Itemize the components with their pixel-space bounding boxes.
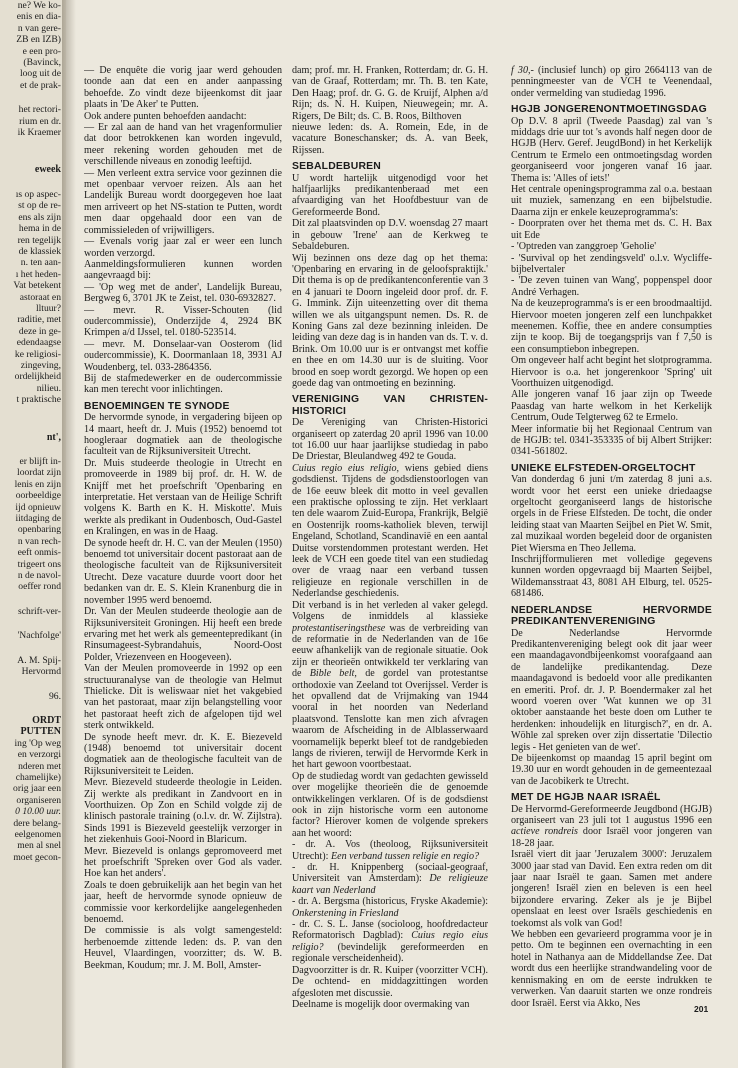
fragment-line: trigeert ons [17,558,61,570]
text-column-1 [84,65,282,1040]
fragment-line: zingeving, [20,359,61,371]
fragment-line: n de navol- [17,570,61,582]
fragment-line: openbaring [17,524,61,536]
text-run: door Israël voor jongeren van 18-28 jaar. [511,826,712,849]
article-paragraph: - 'Optreden van zanggroep 'Geholie' [511,241,657,253]
italic-text: Cuius regio eius religio? [292,930,488,953]
article-paragraph: De hervormde synode, in vergadering bijeen op 14 maart, heeft dr. J. Muis (1952) benoemd tot hoogleraar dogmatiek aan de theologische faculteit van de Rijksuniversiteit Utrecht. [84,412,282,458]
article-paragraph: Dagvoorzitter is dr. R. Kuiper (voorzitter VCH). De ochtend- en middagzittingen worden afgesloten met discussie. [292,964,488,999]
article-paragraph: — mevr. R. Visser-Schouten (lid oudercommissie), Onderzijde 4, 2924 BK Krimpen a/d IJssel, tel. 0180-523514. [84,304,282,339]
fragment-line: en verzorgi [17,749,61,761]
fragment-line: ORDT [32,714,61,726]
text-run: Dit verband is in het verleden al vaker gelegd. Volgens de inmiddels al klassieke [292,599,488,623]
fragment-line: n. ten aan- [20,257,61,269]
article-paragraph: nieuwe leden: ds. A. Romein, Ede, in de vacature Boneschansker; ds. A. van Beek, Rijssen. [292,122,488,156]
fragment-line: ı het heden- [15,268,61,280]
page-fold-shadow [62,0,76,1068]
text-run: De Hervormd-Gereformeerde Jeugdbond (HGJB) organiseert van 23 juli tot 1 augustus 1996 een [511,803,712,826]
fragment-line: deze in ge- [18,325,61,337]
fragment-line: 'Nachfolge' [17,630,61,642]
italic-text: Cuius regio eius religio, [292,462,400,474]
fragment-line: A. M. Spij- [17,654,61,666]
strip-gap [0,176,66,189]
text-run: - dr. C. S. L. Janse (socioloog, hoofdredacteur Reformatorisch Dagblad): [292,919,488,942]
article-paragraph [292,463,488,600]
fragment-line: ke religiosi- [14,348,61,360]
strip-gap [0,642,66,655]
article-paragraph: Dr. Muis studeerde theologie in Utrecht en promoveerde in 1989 bij prof. dr. H. W. de Knijff met het proefschrift 'Openbaring en interpretatie. Het verstaan van de Heilige Schrift volgens K. Barth en K. H. Miskotte'. Muis werkte als predikant in Oudenbosch, Oud-Gastel en Kralingen, en was in de Haag. [84,457,282,538]
fragment-line: Hervormd [21,666,61,678]
fragment-line: chamelijke) [15,771,61,783]
left-page-fragment [0,0,66,1068]
article-paragraph: Ook andere punten behoefden aandacht: [84,110,247,122]
article-paragraph [511,804,712,850]
fragment-line: et de prak- [19,79,61,91]
article-paragraph: Na de keuzeprogramma's is er een broodmaaltijd. Hiervoor moeten jongeren zelf een lunchpakket meenemen. Koffie, thee en andere consumpties zijn te koop. Bij de toegangsprijs van f 7,50 is een consumptiebon inbegrepen. [511,298,712,355]
article-paragraph: Inschrijfformulieren met volledige gegevens kunnen worden opgevraagd bij Maarten Seijbel, Wildemansstraat 43, 8081 AH Elburg, tel. 0525-681486. [511,554,712,600]
article-paragraph: Van donderdag 6 juni t/m zaterdag 8 juni a.s. wordt voor het eerst een unieke driedaagse orgeltocht georganiseerd langs de historische orgels in de Friese Elfsteden. De tocht, die onder leiding staat van Maarten Seijbel en Piet W. Smit, zal muzikaal worden begeleid door de organisten Piet Wiersma en Theo Jellema. [511,474,712,554]
fragment-line: nilieu. [36,382,61,394]
fragment-line: Vat betekent [13,280,61,292]
article-paragraph: — Evenals vorig jaar zal er weer een lunch worden verzorgd. [84,236,282,259]
fragment-line: nderen met [18,760,61,772]
text-run: - dr. H. Knippenberg (sociaal-geograaf, Universiteit van Amsterdam): [292,862,488,885]
fragment-line: eeft onmis- [17,547,61,559]
text-column-2 [292,65,488,1040]
article-paragraph: Om ongeveer half acht begint het slotprogramma. Hiervoor is o.a. het jongerenkoor 'Spring' uit Voorthuizen uitgenodigd. [511,355,712,389]
section-heading: UNIEKE ELFSTEDEN-ORGELTOCHT [511,462,696,474]
strip-gap [0,617,66,630]
article-paragraph: - 'Survival op het zendingsveld' o.l.v. Wycliffe-bijbelvertaler [511,252,712,275]
section-heading: BENOEMINGEN TE SYNODE [84,400,230,412]
fragment-line: (Bavinck, [23,57,61,69]
article-paragraph: - 'De zeven tuinen van Wang', poppenspel door André Verhagen. [511,275,712,298]
article-paragraph: — Men verleent extra service voor gezinnen die met openbaar vervoer reizen. Als aan het Landelijk Bureau wordt doorgegeven hoe laat men arriveert op het NS-station te Putten, wordt men daar opgehaald door een van de commissieleden of vrijwilligers. [84,167,282,236]
text-run: - dr. A. Vos (theoloog, Rijksuniversiteit Utrecht): [292,839,488,862]
strip-gap [0,678,66,691]
fragment-line: hema in de [18,223,61,235]
fragment-line: ik Kraemer [17,127,61,139]
fragment-line: ens als zijn [18,211,61,223]
fragment-line: t praktische [16,394,61,406]
article-paragraph: De synode heeft dr. H. C. van der Meulen (1950) benoemd tot universitair docent pastoraat aan de theologische faculteit van de Rijksuniversiteit Utrecht. Deze vacature duurde voort door het bedanken van dr. E. S. Klein Kranenburg die in november 1995 werd benoemd. [84,537,282,606]
fragment-line: loordat zijn [17,467,61,479]
strip-gap [0,91,66,104]
section-heading: SEBALDEBUREN [292,161,381,173]
article-paragraph: We hebben een gevarieerd programma voor je in petto. Om te beginnen een overnachting in een hotel in Nathanya aan de Middellandse Zee. Dat wordt dus een heerlijke strandwandeling voor de kennismaking en om de eerste indrukken te verwerken. Van daaruit starten we onze rondreis door Israël. Eerst via Akko, Nes [511,929,712,1009]
article-paragraph: Wij bezinnen ons deze dag op het thema: 'Openbaring en ervaring in de geloofspraktijk.' Dit thema is op de predikantenconferentie van 3 en 4 januari te Doorn ingeleid door prof. dr. F. G. Immink. Zijn uiteenzetting over dit thema willen we als uitgangspunt nemen. Ds. R. de Koning Gans zal deze bezinning inleiden. De leiding van deze dag is in handen van ds. T. v. d. Brink. Om 10.00 uur is er ontvangst met koffie en thee en om 14.30 uur is de sluiting. Voor brood en soep wordt gezorgd. We hopen op een goede dag van ontmoeting en bezinning. [292,252,488,389]
fragment-line: het rectori- [18,104,61,116]
article-paragraph: — De enquête die vorig jaar werd gehouden toonde aan dat een en ander aanpassing behoefde. Zo vindt deze bijeenkomst dit jaar plaats in 'De Aker' te Putten. [84,65,282,111]
strip-gap [0,138,66,151]
fragment-line: oeffer rond [18,581,61,593]
fragment-line: lltuur? [35,302,61,314]
fragment-line: ren tegelijk [17,234,61,246]
fragment-line: iitdaging de [15,513,61,525]
section-heading: NEDERLANDSE HERVORMDE PREDIKANTENVERENIGING [511,604,712,628]
article-paragraph: dam; prof. mr. H. Franken, Rotterdam; dr. G. H. van de Graaf, Rotterdam; mr. Th. B. ten Kate, Den Haag; prof. dr. G. G. de Kruijf, Alphen a/d Rijn; ds. N. H. Kuipen, Nieuwegein; mr. A. Rigers, De Bilt; ds. C. B. Roos, Bilthoven [292,65,488,122]
fragment-line: eelgenomen [14,828,61,840]
article-paragraph [292,839,488,862]
fragment-line: er blijft in- [19,456,61,467]
article-paragraph: De synode heeft mevr. dr. K. E. Biezeveld (1948) benoemd tot universitair docent dogmatiek aan de theologische faculteit van de Rijksuniversiteit te Leiden. [84,731,282,777]
fragment-line: astoraat en [19,291,61,303]
fragment-line: ne? We ko- [17,0,61,11]
article-paragraph: De commissie is als volgt samengesteld: herbenoemde zittende leden: ds. P. van den Heuvel, Vlaardingen, voorzitter; ds. W. B. Beekman, Koudum; mr. J. M. Boll, Amster- [84,925,282,971]
italic-text: De religieuze kaart van Nederland [292,873,488,896]
article-paragraph: De Vereniging van Christen-Historici organiseert op zaterdag 20 april 1996 van 10.00 tot 16.00 uur haar jaarlijkse studiedag in pabo De Driestar, Bleulandweg 492 te Gouda. [292,417,488,463]
fragment-line: eweek [34,164,61,176]
fragment-line: rium en dr. [19,115,61,127]
strip-gap [0,443,66,456]
italic-text: Onkerstening in Friesland [292,907,399,919]
article-paragraph: - Doorpraten over het thema met ds. C. H. Bax uit Ede [511,218,712,241]
fragment-line: loog uit de [19,68,61,80]
article-paragraph: Op D.V. 8 april (Tweede Paasdag) zal van 's middags drie uur tot 's avonds half negen door de HGJB (Herv. Geref. JeugdBond) in het Kerkelijk Centrum te Ermelo een ontmoetingsdag worden georganiseerd voor jongeren vanaf 16 jaar. Thema is: 'Alles of iets!' [511,115,712,184]
article-paragraph: Alle jongeren vanaf 16 jaar zijn op Tweede Paasdag van harte welkom in het Kerkelijk Centrum, Oude Telgterweg 62 te Ermelo. [511,389,712,424]
fragment-line: organiseren [16,794,61,806]
fragment-line: oorbeeldige [15,490,61,502]
fragment-line: ZB en IZB) [16,34,61,46]
text-run: de gordel van protestantse orthodoxie van Zeeland tot Overijssel. Verder is het opvallend dat de Vrijmaking van 1944 vooral in het noorden van Nederland plaatsvond. Tenslotte kan men zich afvragen waarom de Afscheiding in de Alblasserwaard voornamelijk beperkt bleef tot de randgebieden langs de rivieren, terwijl de Hervormde Kerk in het hart gewoon voortbestaat. [292,668,488,771]
article-paragraph: Deelname is mogelijk door overmaking van [292,998,470,1010]
article-paragraph: Israël viert dit jaar 'Jeruzalem 3000': Jeruzalem 3000 jaar stad van David. Een extra reden om dit jaar naar Israël te gaan. Samen met andere jongeren! Israël zien en beleven is een heel bijzondere ervaring. Zeker als je je Bijbel openslaat en leest over Israëls geschiedenis en toekomst als volk van God! [511,849,712,929]
fragment-line: ijd opnieuw [15,501,61,513]
article-paragraph: Dr. Van der Meulen studeerde theologie aan de Rijksuniversiteit Groningen. Hij heeft een brede ervaring met het werk als gemeentepredikant (in Rinsumageest-Sybrandahuis, Noord-Oost Polder, Vriezenveen en Hoogeveen). [84,606,282,663]
article-paragraph: Het centrale openingsprogramma zal o.a. bestaan uit muziek, samenzang en een bijbelstudie. Daarna zijn er enkele keuzeprogramma's: [511,184,712,218]
strip-gap [0,419,66,432]
fragment-line: de klassiek [18,245,61,257]
italic-text: f 30,- [511,65,534,76]
fragment-line: moet gecon- [13,851,61,863]
article-paragraph: Mevr. Biezeveld is onlangs gepromoveerd met het proefschrift 'Spreken over God als vader. Hoe kan het anders'. [84,845,282,880]
text-run: - dr. A. Bergsma (historicus, Fryske Akademie): [292,896,488,908]
fragment-line: n van rech- [17,535,61,547]
article-paragraph: Bij de stafmedewerker en de oudercommissie kan men terecht voor inlichtingen. [84,372,282,396]
fragment-line: dere belang- [13,817,61,829]
italic-text: Bible belt, [309,668,357,680]
fragment-line: 96. [49,690,61,702]
article-paragraph [292,896,488,919]
fragment-line: schrift-ver- [18,605,61,617]
fragment-line: PUTTEN [20,726,61,738]
article-paragraph: — mevr. M. Donselaar-van Oosterom (lid oudercommissie), K. Doormanlaan 18, 3931 AJ Woudenberg, tel. 033-2864356. [84,338,282,373]
section-heading: MET DE HGJB NAAR ISRAËL [511,792,661,804]
text-run: wiens gebied diens godsdienst. Tijdens de godsdienstoorlogen van de 16e eeuw bleek dit motto in veel gevallen een praktische oplossing te zijn. Het verklaart ten dele waarom Zuid-Europa, Frankrijk, België en Oostenrijk rooms-katholiek bleven, terwijl Engeland, Schotland, Scandinavië en een aantal Duitse vorstendommen protestant werden. Het leek de VCH een goede titel van een studiedag over de vraag naar een verband tussen religieuze en regionale verschillen in de Nederlandse geschiedenis. [292,462,488,600]
article-paragraph [292,600,488,771]
fragment-line: orig jaar een [13,783,61,795]
section-heading: HGJB JONGERENONTMOETINGSDAG [511,104,707,116]
article-paragraph: Op de studiedag wordt van gedachten gewisseld over mogelijke theorieën die de genoemde ontwikkelingen verklaren. Of is de godsdienst ook in zijn historische vorm een autonome factor? Hierover komen de volgende sprekers aan het woord: [292,770,488,839]
fragment-line: ordelijkheid [14,371,61,383]
article-paragraph: Meer informatie bij het Regionaal Centrum van de HGJB: tel. 0341-353335 of bij Albert Strijker: 0341-561802. [511,423,712,458]
fragment-line: nt', [46,431,61,443]
fragment-line: men al snel [17,840,61,852]
fragment-line: enis en dia- [16,11,61,23]
fragment-line: st op de re- [18,200,61,212]
article-paragraph: Aanmeldingsformulieren kunnen worden aangevraagd bij: [84,258,282,282]
strip-gap [0,151,66,164]
strip-gap [0,702,66,715]
article-paragraph: U wordt hartelijk uitgenodigd voor het halfjaarlijks predikantenberaad met een afvaardiging van het Hoofdbestuur van de Gereformeerde Bond. [292,172,488,218]
text-run: (bevindelijk gereformeerden en regionale verscheidenheid). [292,941,488,965]
article-paragraph: — Er zal aan de hand van het vragenformulier dat door betrokkenen kan worden ingevuld, meer rekening worden gehouden met de verschillende niveaus en zonodig leeftijd. [84,122,282,168]
fragment-line: e een pro- [22,45,61,57]
strip-gap [0,593,66,606]
article-paragraph: Zoals te doen gebruikelijk aan het begin van het jaar, heeft de hervormde synode opnieuw de commissie voor kerkordelijke aangelegenheden benoemd. [84,879,282,926]
italic-text: protestantiseringsthese [292,622,386,634]
article-paragraph: Dit zal plaatsvinden op D.V. woensdag 27 maart in gebouw 'Irene' aan de Kerkweg te Sebaldeburen. [292,218,488,253]
article-paragraph [511,65,712,99]
text-column-3 [511,65,712,1040]
article-paragraph: Van der Meulen promoveerde in 1992 op een structuuranalyse van de theologie van Helmut Thielicke. Dit is weliswaar niet het vakgebied van het pastoraat, maar zijn belangstelling voor het pastoraat heeft zich de afgelopen tijd wel sterk ontwikkeld. [84,663,282,732]
fragment-line: edendaagse [16,337,61,349]
article-paragraph: Mevr. Biezeveld studeerde theologie in Leiden. Zij werkte als predikant in Zandvoort en in Voorthuizen. Op Zon en Schild volgde zij de klinisch pastorale training (o.l.v. dr. W. Zijlstra). Sinds 1991 is Biezeveld geestelijk verzorger in het ziekenhuis Gooi-Noord in Blaricum. [84,777,282,846]
article-paragraph [292,919,488,965]
fragment-line: raditie, met [17,314,61,326]
fragment-line: ing 'Op weg [14,737,61,749]
fragment-line: lenis en zijn [14,478,61,490]
strip-gap [0,406,66,419]
italic-text: actieve rondreis [511,826,578,838]
italic-text: Een verband tussen religie en regio? [330,850,480,862]
text-run: was de verbreiding van de reformatie in de Nederlanden van de 16e eeuw afhankelijk van de regionale situatie. Ook zijn er theorieën ontwikkeld ter verklaring van de [292,622,488,680]
article-paragraph: — 'Op weg met de ander', Landelijk Bureau, Bergweg 6, 3701 JK te Zeist, tel. 030-6932827. [84,281,282,305]
text-run: (inclusief lunch) op giro 2664113 van de penningmeester van de VCH te Veenendaal, onder vermelding van studiedag 1996. [511,65,712,99]
fragment-line: 0 10.00 uur. [15,806,61,818]
section-heading: VERENIGING VAN CHRISTEN-HISTORICI [292,394,488,417]
article-paragraph [292,862,488,896]
fragment-line: ıs op aspec- [15,188,61,200]
fragment-line: n van gere- [17,22,61,34]
page-number: 201 [694,1004,709,1014]
article-paragraph: De bijeenkomst op maandag 15 april begint om 19.30 uur en wordt gehouden in de gemeentezaal van de Jacobikerk te Utrecht. [511,752,712,787]
article-paragraph: De Nederlandse Hervormde Predikantenvereniging belegt ook dit jaar weer een maandagavondbijeenkomst voorafgaand aan de landelijke predikantendag. Deze maandagavond is bedoeld voor alle predikanten en emeriti. Prof. dr. J. P. Boendermaker zal het woord voeren over 'Wat kunnen we op 31 oktober aanstaande het beste doen om Luther te herdenken: inhoudelijk en liturgisch?', en dr. A. Wöhle zal spreken over zijn dissertatie 'Dilectio legis - Het genieten van de wet'. [511,627,712,753]
